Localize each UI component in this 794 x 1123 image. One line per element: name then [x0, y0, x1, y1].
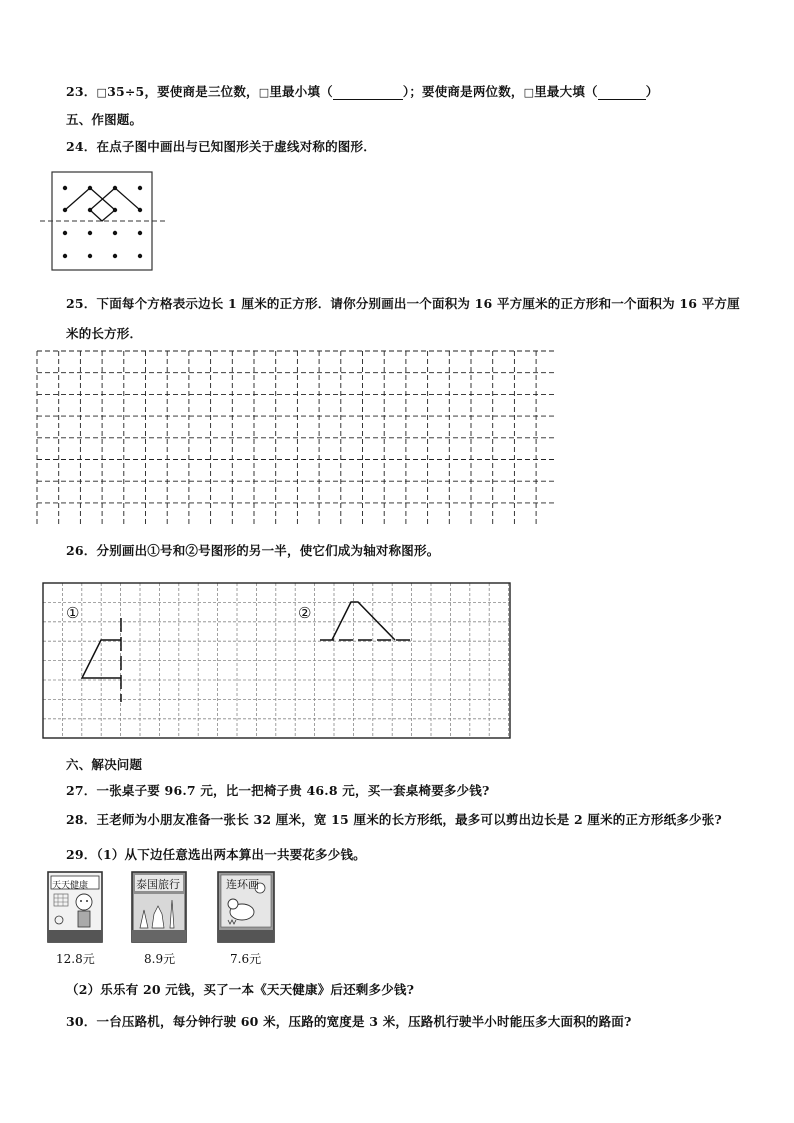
book-price-1: 12.8元 — [56, 952, 95, 966]
section-6-heading: 六、解决问题 — [66, 757, 143, 772]
q23-number: 23． — [66, 84, 97, 99]
question-26: 26．分别画出①号和②号图形的另一半，使它们成为轴对称图形。 — [66, 543, 440, 558]
book-title-1: 天天健康 — [52, 881, 89, 891]
blank-box: □ — [523, 86, 535, 99]
fig2-half-shape — [332, 602, 395, 640]
answer-blank[interactable] — [598, 84, 646, 100]
q23-text-c: ）；要使商是两位数， — [402, 84, 524, 99]
square-grid-1cm[interactable] — [36, 350, 558, 526]
question-29-part1: 29．（1）从下边任意选出两本算出一共要花多少钱。 — [66, 847, 366, 862]
book-title-2: 泰国旅行 — [136, 878, 180, 891]
symmetry-grid[interactable] — [42, 582, 512, 739]
question-23 — [66, 82, 658, 100]
blank-box: □ — [258, 86, 270, 99]
fig1-label: ① — [66, 604, 80, 622]
question-25-line2: 米的长方形． — [66, 326, 143, 341]
q23-text-e: ） — [645, 84, 659, 99]
question-28: 28．王老师为小朋友准备一张长 32 厘米，宽 15 厘米的长方形纸，最多可以剪出边长是 2 厘米的正方形纸多少张? — [66, 812, 722, 827]
dot-set — [63, 186, 142, 258]
question-25-line1: 25．下面每个方格表示边长 1 厘米的正方形．请你分别画出一个面积为 16 平方厘米的正方形和一个面积为 16 平方厘 — [66, 296, 740, 311]
book-price-2: 8.9元 — [144, 952, 176, 966]
question-24: 24．在点子图中画出与已知图形关于虚线对称的图形． — [66, 139, 376, 154]
book-title-3: 连环画 — [226, 878, 259, 891]
fig2-label: ② — [298, 604, 312, 622]
q23-text-d: 里最大填（ — [534, 84, 598, 99]
answer-blank[interactable] — [333, 84, 403, 100]
question-29-part2: （2）乐乐有 20 元钱，买了一本《天天健康》后还剩多少钱? — [66, 982, 415, 997]
section-5-heading: 五、作图题。 — [66, 112, 143, 127]
q23-text-b: 里最小填（ — [269, 84, 333, 99]
blank-box: □ — [96, 86, 108, 99]
book-price-3: 7.6元 — [230, 952, 262, 966]
dot-grid-frame — [52, 172, 152, 270]
question-27: 27．一张桌子要 96.7 元，比一把椅子贵 46.8 元，买一套桌椅要多少钱? — [66, 783, 490, 798]
question-30: 30．一台压路机，每分钟行驶 60 米，压路的宽度是 3 米，压路机行驶半小时能压多大面积的路面? — [66, 1014, 632, 1029]
q23-text-a: 35÷5，要使商是三位数， — [107, 84, 259, 99]
given-figure — [65, 188, 140, 221]
